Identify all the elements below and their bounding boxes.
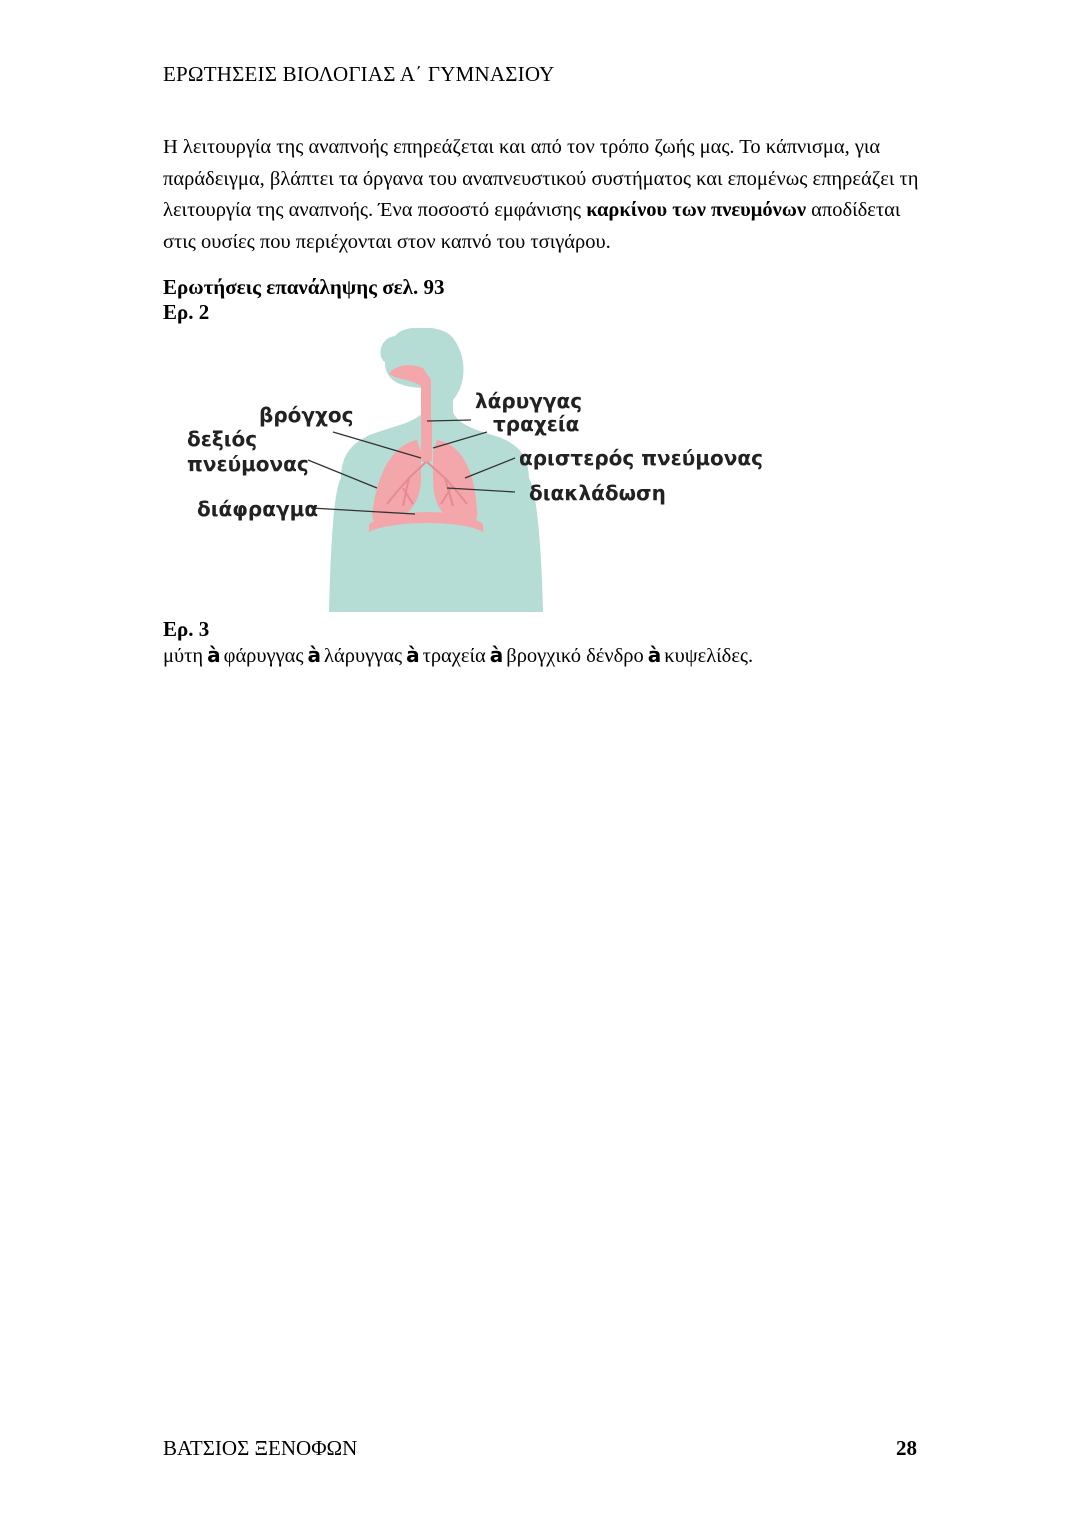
label-trachea: τραχεία [493, 412, 580, 436]
running-header: ΕΡΩΤΗΣΕΙΣ ΒΙΟΛΟΓΙΑΣ Α΄ ΓΥΜΝΑΣΙΟΥ [163, 62, 555, 86]
questions-heading: Ερωτήσεις επανάληψης σελ. 93 [163, 275, 445, 299]
arrow-icon: à [307, 643, 322, 667]
intro-paragraph [163, 132, 923, 258]
label-left-lung: αριστερός πνεύμονας [519, 446, 763, 470]
label-right-lung-line1: δεξιός [187, 427, 258, 451]
label-branching: διακλάδωση [529, 481, 666, 505]
label-bronchus: βρόγχος [259, 403, 354, 427]
respiratory-diagram [163, 328, 763, 612]
sequence-item: βρογχικό δένδρο [506, 645, 644, 667]
sequence-item: φάρυγγας [223, 645, 304, 667]
respiratory-system-figure [163, 328, 763, 612]
footer-author: ΒΑΤΣΙΟΣ ΞΕΝΟΦΩΝ [163, 1436, 358, 1460]
page-number: 28 [896, 1436, 917, 1460]
sequence-item: κυψελίδες. [664, 645, 754, 667]
arrow-icon: à [489, 643, 504, 667]
paragraph-bold-text: καρκίνου των πνευμόνων [586, 199, 806, 221]
sequence-item: τραχεία [422, 645, 486, 667]
paragraph-text-2: αποδίδεται στις ουσίες που περιέχονται στον καπνό του τσιγάρου. [163, 199, 901, 253]
paragraph-text-1: Η λειτουργία της αναπνοής επηρεάζεται και από τον τρόπο ζωής μας. Το κάπνισμα, για παράδειγμα, βλάπτει τα όργανα του αναπνευστικού συστήματος και επομένως επηρεάζει τη λειτουργία της αναπνοής. Ένα ποσοστό εμφάνισης [163, 136, 919, 221]
sequence-item: μύτη [163, 645, 204, 667]
question-3-label: Ερ. 3 [163, 617, 210, 641]
label-larynx: λάρυγγας [475, 389, 583, 413]
label-diaphragm: διάφραγμα [197, 497, 319, 521]
arrow-icon: à [207, 643, 221, 667]
arrow-icon: à [647, 643, 662, 667]
arrow-icon: à [406, 643, 420, 667]
question-2-label: Ερ. 2 [163, 300, 210, 324]
airway-sequence [163, 643, 753, 668]
label-right-lung-line2: πνεύμονας [187, 452, 309, 476]
sequence-item: λάρυγγας [324, 645, 403, 667]
